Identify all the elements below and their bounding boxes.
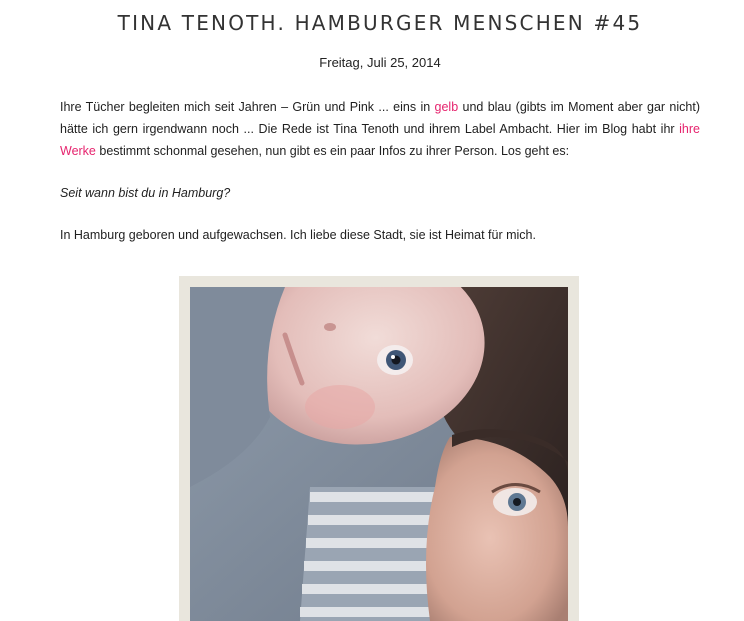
post-photo-frame	[179, 276, 579, 621]
link-gelb[interactable]: gelb	[434, 100, 459, 114]
intro-paragraph	[60, 96, 700, 162]
link-ihre-werke[interactable]: ihre Werke	[60, 122, 700, 158]
blog-post	[60, 0, 700, 266]
intro-text-3: bestimmt schonmal gesehen, nun gibt es ein paar Infos zu ihrer Person. Los geht es:	[95, 144, 570, 158]
post-body	[60, 96, 700, 246]
intro-text-1: Ihre Tücher begleiten mich seit Jahren – Grün und Pink ... eins in	[60, 100, 435, 114]
intro-text-2: und blau (gibts im Moment aber gar nicht) hätte ich gern irgendwann noch ... Die Rede ist Tina Tenoth und ihrem Label Ambacht. Hier im Blog habt ihr	[60, 100, 700, 136]
photo-illustration	[190, 287, 568, 621]
post-date: Freitag, Juli 25, 2014	[319, 55, 441, 70]
post-title[interactable]: TINA TENOTH. HAMBURGER MENSCHEN #45	[117, 11, 643, 35]
interview-question: Seit wann bist du in Hamburg?	[60, 186, 231, 200]
selfie-photo	[190, 287, 568, 621]
interview-answer: In Hamburg geboren und aufgewachsen. Ich liebe diese Stadt, sie ist Heimat für mich.	[60, 228, 536, 242]
